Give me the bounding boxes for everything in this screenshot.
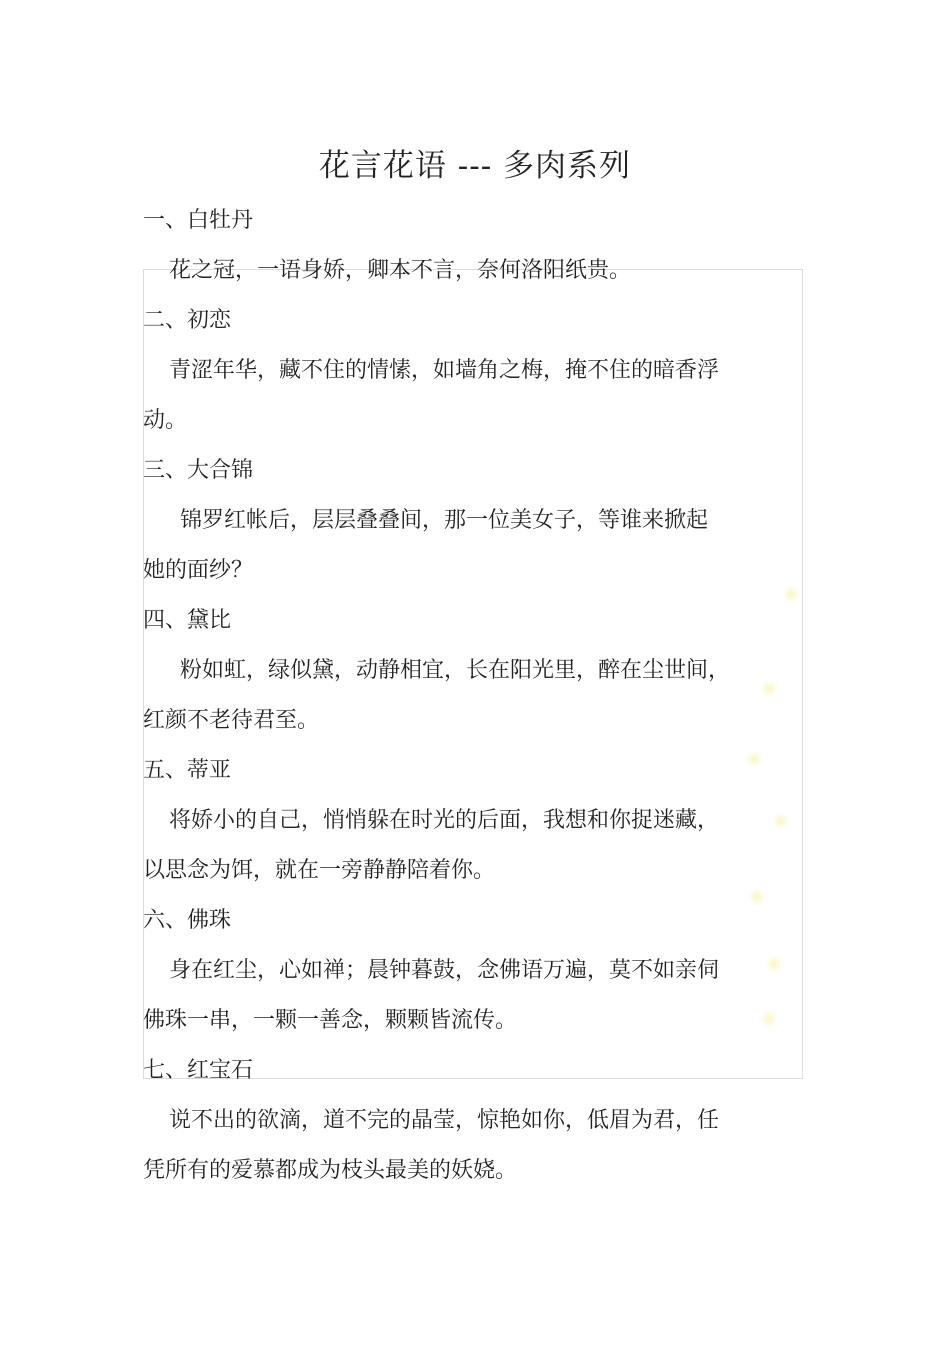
section-text: 青涩年华，藏不住的情愫，如墙角之梅，掩不住的暗香浮 [169, 358, 720, 383]
section-heading: 五、蒂亚 [143, 758, 232, 783]
section-text: 将娇小的自己，悄悄躲在时光的后面，我想和你捉迷藏， [169, 808, 720, 833]
section-heading: 二、初恋 [143, 308, 232, 333]
section-text: 说不出的欲滴，道不完的晶莹，惊艳如你，低眉为君，任 [169, 1108, 720, 1133]
section-heading: 六、佛珠 [143, 908, 232, 933]
section-heading: 三、大合锦 [143, 458, 254, 483]
section-text: 身在红尘，心如禅；晨钟暮鼓，念佛语万遍，莫不如亲伺 [169, 958, 720, 983]
section-text: 红颜不老待君至。 [143, 708, 320, 733]
section-text: 锦罗红帐后，层层叠叠间，那一位美女子，等谁来掀起 [180, 508, 709, 533]
section-text: 花之冠，一语身娇，卿本不言，奈何洛阳纸贵。 [169, 258, 632, 283]
section-heading: 四、黛比 [143, 608, 232, 633]
section-text: 凭所有的爱慕都成为枝头最美的妖娆。 [143, 1158, 518, 1183]
page-title: 花言花语 --- 多肉系列 [318, 148, 632, 184]
decorative-sparkle [782, 585, 800, 603]
decorative-sparkle [760, 1010, 778, 1028]
section-heading: 七、红宝石 [143, 1058, 254, 1083]
section-text: 动。 [143, 408, 188, 433]
section-text: 佛珠一串，一颗一善念，颗颗皆流传。 [143, 1008, 518, 1033]
decorative-sparkle [748, 888, 766, 906]
section-text: 她的面纱？ [143, 558, 254, 583]
section-text: 以思念为饵，就在一旁静静陪着你。 [143, 858, 496, 883]
section-heading: 一、白牡丹 [143, 208, 254, 233]
section-text: 粉如虹，绿似黛，动静相宜，长在阳光里，醉在尘世间， [180, 658, 731, 683]
